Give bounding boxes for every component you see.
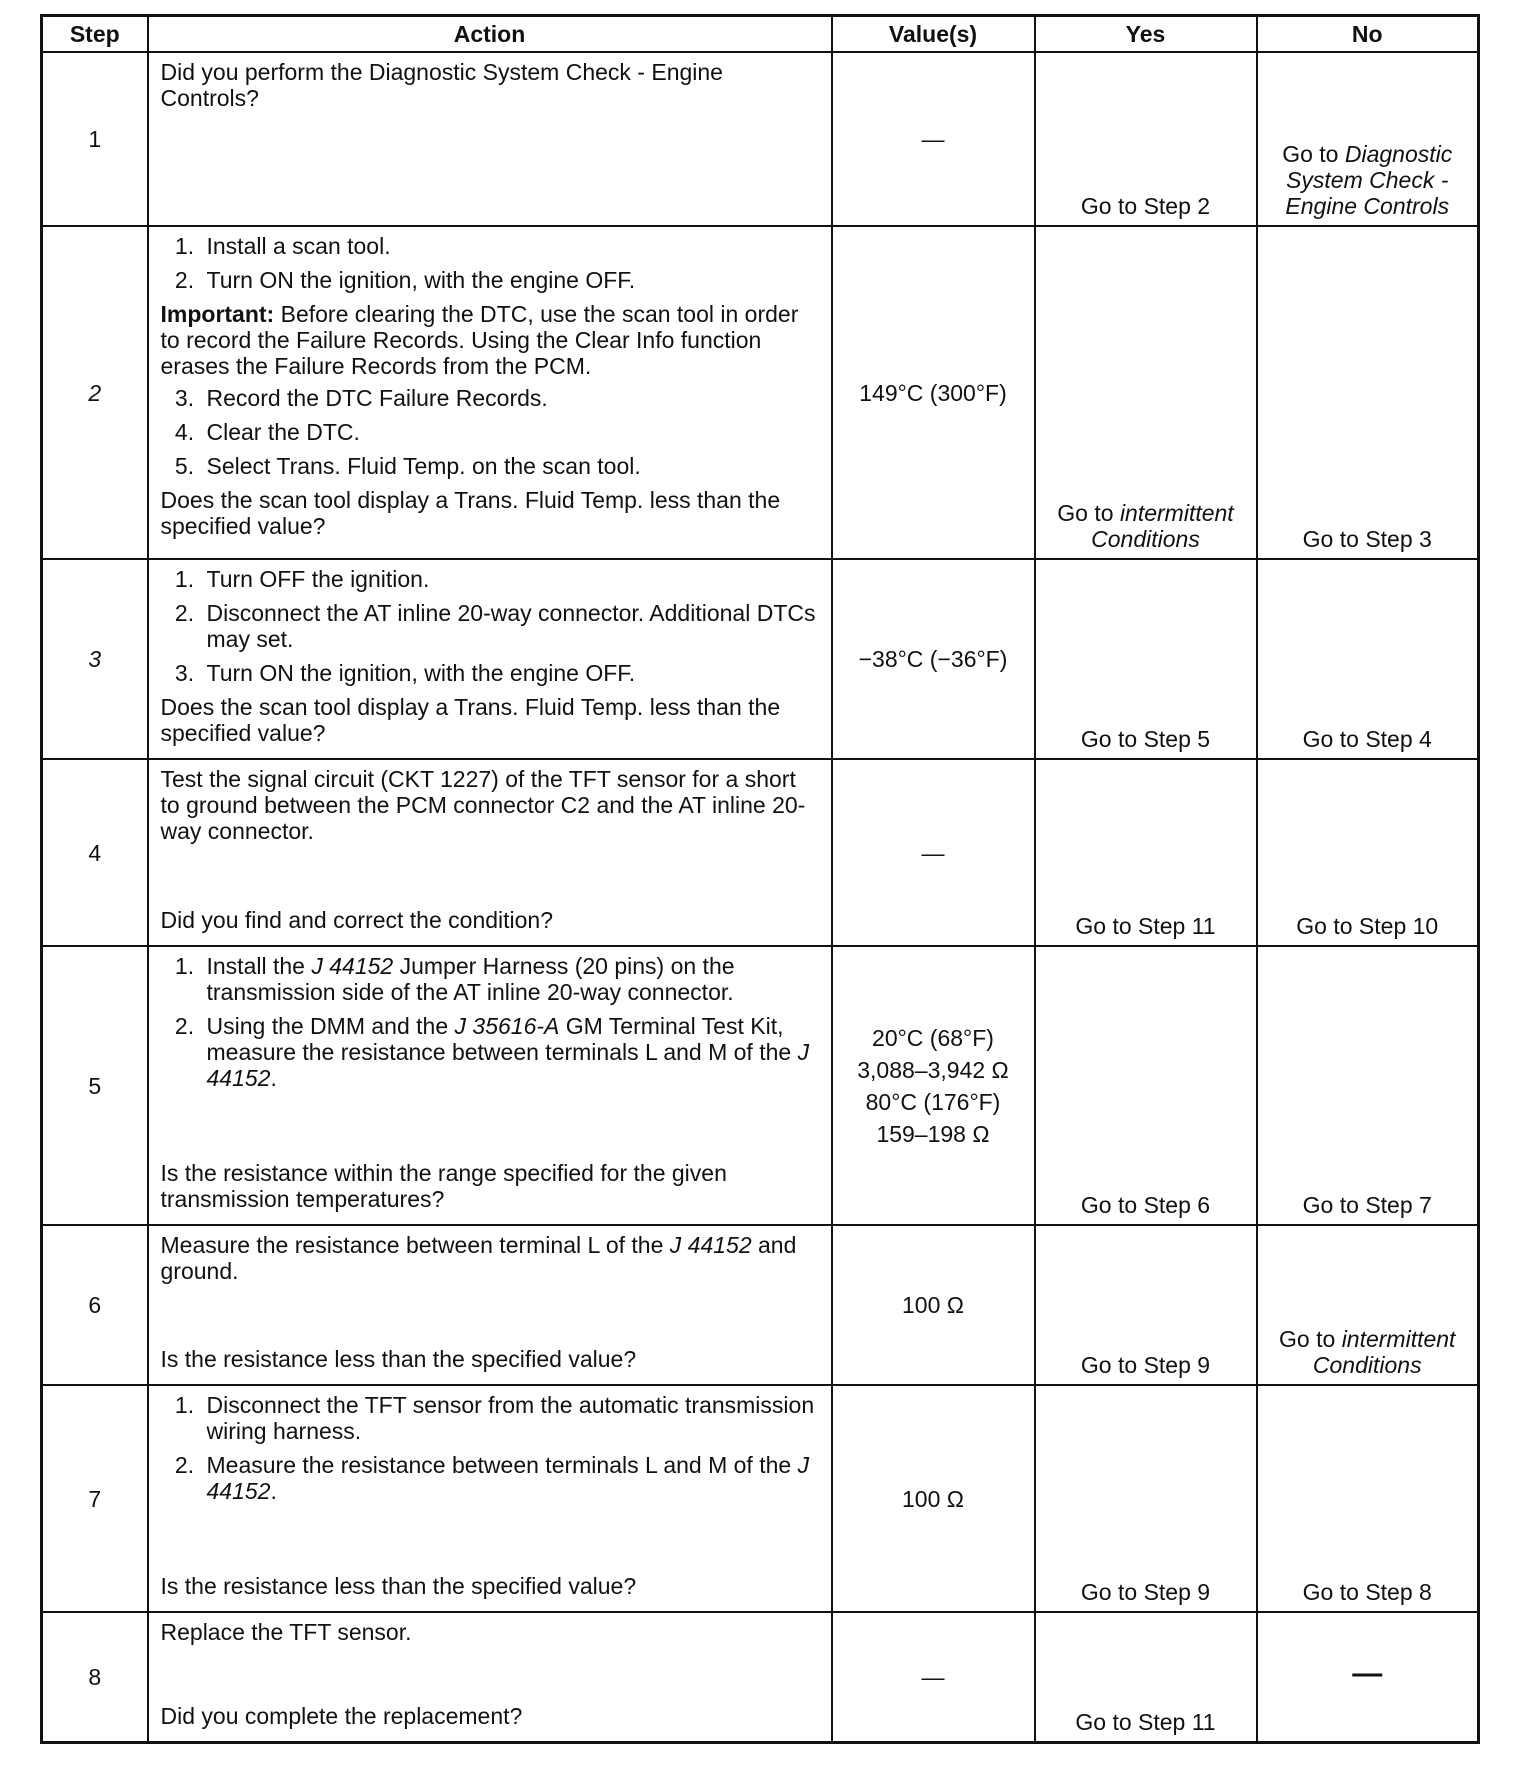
no-cell: Go to Step 4: [1257, 559, 1479, 759]
action-list: [161, 1392, 819, 1512]
tool-ref: J 44152: [206, 1452, 810, 1504]
value-cell: —: [832, 52, 1035, 226]
value-line: 80°C (176°F): [865, 1088, 1001, 1115]
yes-cell: Go to Step 9: [1035, 1385, 1257, 1612]
yes-cell: Go to Step 6: [1035, 946, 1257, 1225]
step-number: 3: [42, 559, 148, 759]
action-question: Is the resistance less than the specified value?: [160, 1346, 637, 1372]
list-item: 3. Record the DTC Failure Records.: [201, 385, 819, 411]
value-cell: —: [832, 759, 1035, 946]
action-cell: [148, 52, 832, 226]
action-question: Did you complete the replacement?: [160, 1703, 523, 1729]
tool-ref: J 44152: [669, 1232, 752, 1258]
list-item: 1. Install a scan tool.: [201, 233, 819, 259]
header-values: Value(s): [832, 16, 1035, 53]
yes-cell: Go to Step 11: [1035, 1612, 1257, 1743]
table-row: [42, 1385, 1479, 1612]
step-number: 8: [42, 1612, 148, 1743]
action-cell: [148, 1225, 832, 1385]
list-item: 5. Select Trans. Fluid Temp. on the scan tool.: [201, 453, 819, 479]
no-dash: —: [1352, 1656, 1383, 1690]
list-item: 4. Clear the DTC.: [201, 419, 819, 445]
action-question: Did you find and correct the condition?: [160, 907, 554, 933]
important-note: [161, 301, 819, 379]
yes-cell: Go to Step 9: [1035, 1225, 1257, 1385]
no-prefix: Go to: [1282, 141, 1345, 167]
header-action: Action: [148, 16, 832, 53]
item-text: GM Terminal Test Kit, measure the resistance between terminals L and M of the: [206, 1013, 798, 1065]
action-text: [161, 1232, 819, 1284]
action-text: Did you perform the Diagnostic System Check - Engine Controls?: [160, 59, 723, 111]
list-item: 1. Disconnect the TFT sensor from the automatic transmission wiring harness.: [201, 1392, 819, 1444]
action-cell: [148, 1612, 832, 1743]
item-text: .: [270, 1065, 277, 1091]
diagnostic-table: [40, 14, 1480, 1744]
action-list: [161, 233, 819, 293]
action-question: Is the resistance less than the specified value?: [160, 1573, 637, 1599]
table-row: [42, 946, 1479, 1225]
action-question: Does the scan tool display a Trans. Fluid Temp. less than the specified value?: [160, 487, 781, 539]
value-line: 159–198 Ω: [876, 1120, 990, 1147]
item-text: Using the DMM and the: [206, 1013, 455, 1039]
no-prefix: Go to: [1279, 1326, 1342, 1352]
table-row: [42, 1612, 1479, 1743]
yes-cell: Go to Step 2: [1035, 52, 1257, 226]
list-item: 2. Turn ON the ignition, with the engine OFF.: [201, 267, 819, 293]
action-list: [161, 385, 819, 479]
step-number: 7: [42, 1385, 148, 1612]
value-cell: 100 Ω: [832, 1385, 1035, 1612]
action-text-part: Measure the resistance between terminal L of the: [160, 1232, 670, 1258]
tool-ref: J 44152: [311, 953, 394, 979]
step-number: 4: [42, 759, 148, 946]
no-cell: Go to Step 7: [1257, 946, 1479, 1225]
action-text: Replace the TFT sensor.: [160, 1619, 412, 1645]
action-list: [161, 566, 819, 686]
yes-cell: [1035, 226, 1257, 559]
no-cell: Go to Step 8: [1257, 1385, 1479, 1612]
no-cell: Go to Step 3: [1257, 226, 1479, 559]
action-question: Does the scan tool display a Trans. Fluid Temp. less than the specified value?: [160, 694, 781, 746]
table-row: [42, 1225, 1479, 1385]
item-text: Measure the resistance between terminals L and M of the: [206, 1452, 798, 1478]
item-text: Jumper Harness (20 pins) on the transmission side of the AT inline 20-way connector.: [206, 953, 735, 1005]
action-cell: [148, 1385, 832, 1612]
step-number: 2: [42, 226, 148, 559]
value-cell: 100 Ω: [832, 1225, 1035, 1385]
tool-ref: J 44152: [206, 1039, 810, 1091]
list-item: [201, 1013, 819, 1091]
no-cell: [1257, 1612, 1479, 1743]
header-row: [42, 16, 1479, 53]
action-cell: [148, 759, 832, 946]
no-link-text: Diagnostic System Check - Engine Controls: [1285, 141, 1453, 219]
table-row: [42, 559, 1479, 759]
list-item: [201, 953, 819, 1005]
header-no: No: [1257, 16, 1479, 53]
table-row: [42, 226, 1479, 559]
table-row: [42, 759, 1479, 946]
action-list: [161, 953, 819, 1099]
yes-link-text: intermittent Conditions: [1091, 500, 1234, 552]
action-cell: [148, 946, 832, 1225]
value-cell: —: [832, 1612, 1035, 1743]
important-text: Before clearing the DTC, use the scan tool in order to record the Failure Records. Using the Clear Info function erases the Failure Records from the PCM.: [160, 301, 799, 379]
list-item: 2. Disconnect the AT inline 20-way connector. Additional DTCs may set.: [201, 600, 819, 652]
value-cell: 149°C (300°F): [832, 226, 1035, 559]
tool-ref: J 35616-A: [454, 1013, 560, 1039]
list-item: 1. Turn OFF the ignition.: [201, 566, 819, 592]
value-cell: −38°C (−36°F): [832, 559, 1035, 759]
list-item: [201, 1452, 819, 1504]
no-cell: [1257, 1225, 1479, 1385]
action-cell: [148, 559, 832, 759]
step-number: 6: [42, 1225, 148, 1385]
value-line: 20°C (68°F): [872, 1024, 994, 1051]
action-cell: [148, 226, 832, 559]
yes-cell: Go to Step 5: [1035, 559, 1257, 759]
action-text: Test the signal circuit (CKT 1227) of the TFT sensor for a short to ground between the PCM connector C2 and the AT inline 20-way connector.: [160, 766, 806, 844]
step-number: 1: [42, 52, 148, 226]
header-yes: Yes: [1035, 16, 1257, 53]
important-label: Important:: [160, 301, 275, 327]
step-number: 5: [42, 946, 148, 1225]
header-step: Step: [42, 16, 148, 53]
table-row: [42, 52, 1479, 226]
item-text: .: [270, 1478, 277, 1504]
yes-prefix: Go to: [1057, 500, 1120, 526]
no-cell: Go to Step 10: [1257, 759, 1479, 946]
value-line: 3,088–3,942 Ω: [857, 1056, 1009, 1083]
item-text: Install the: [206, 953, 312, 979]
value-cell: [832, 946, 1035, 1225]
no-cell: [1257, 52, 1479, 226]
action-text-part: and ground.: [160, 1232, 797, 1284]
no-link-text: intermittent Conditions: [1312, 1326, 1456, 1378]
yes-cell: Go to Step 11: [1035, 759, 1257, 946]
action-question: Is the resistance within the range specified for the given transmission temperatures?: [160, 1160, 727, 1212]
list-item: 3. Turn ON the ignition, with the engine OFF.: [201, 660, 819, 686]
